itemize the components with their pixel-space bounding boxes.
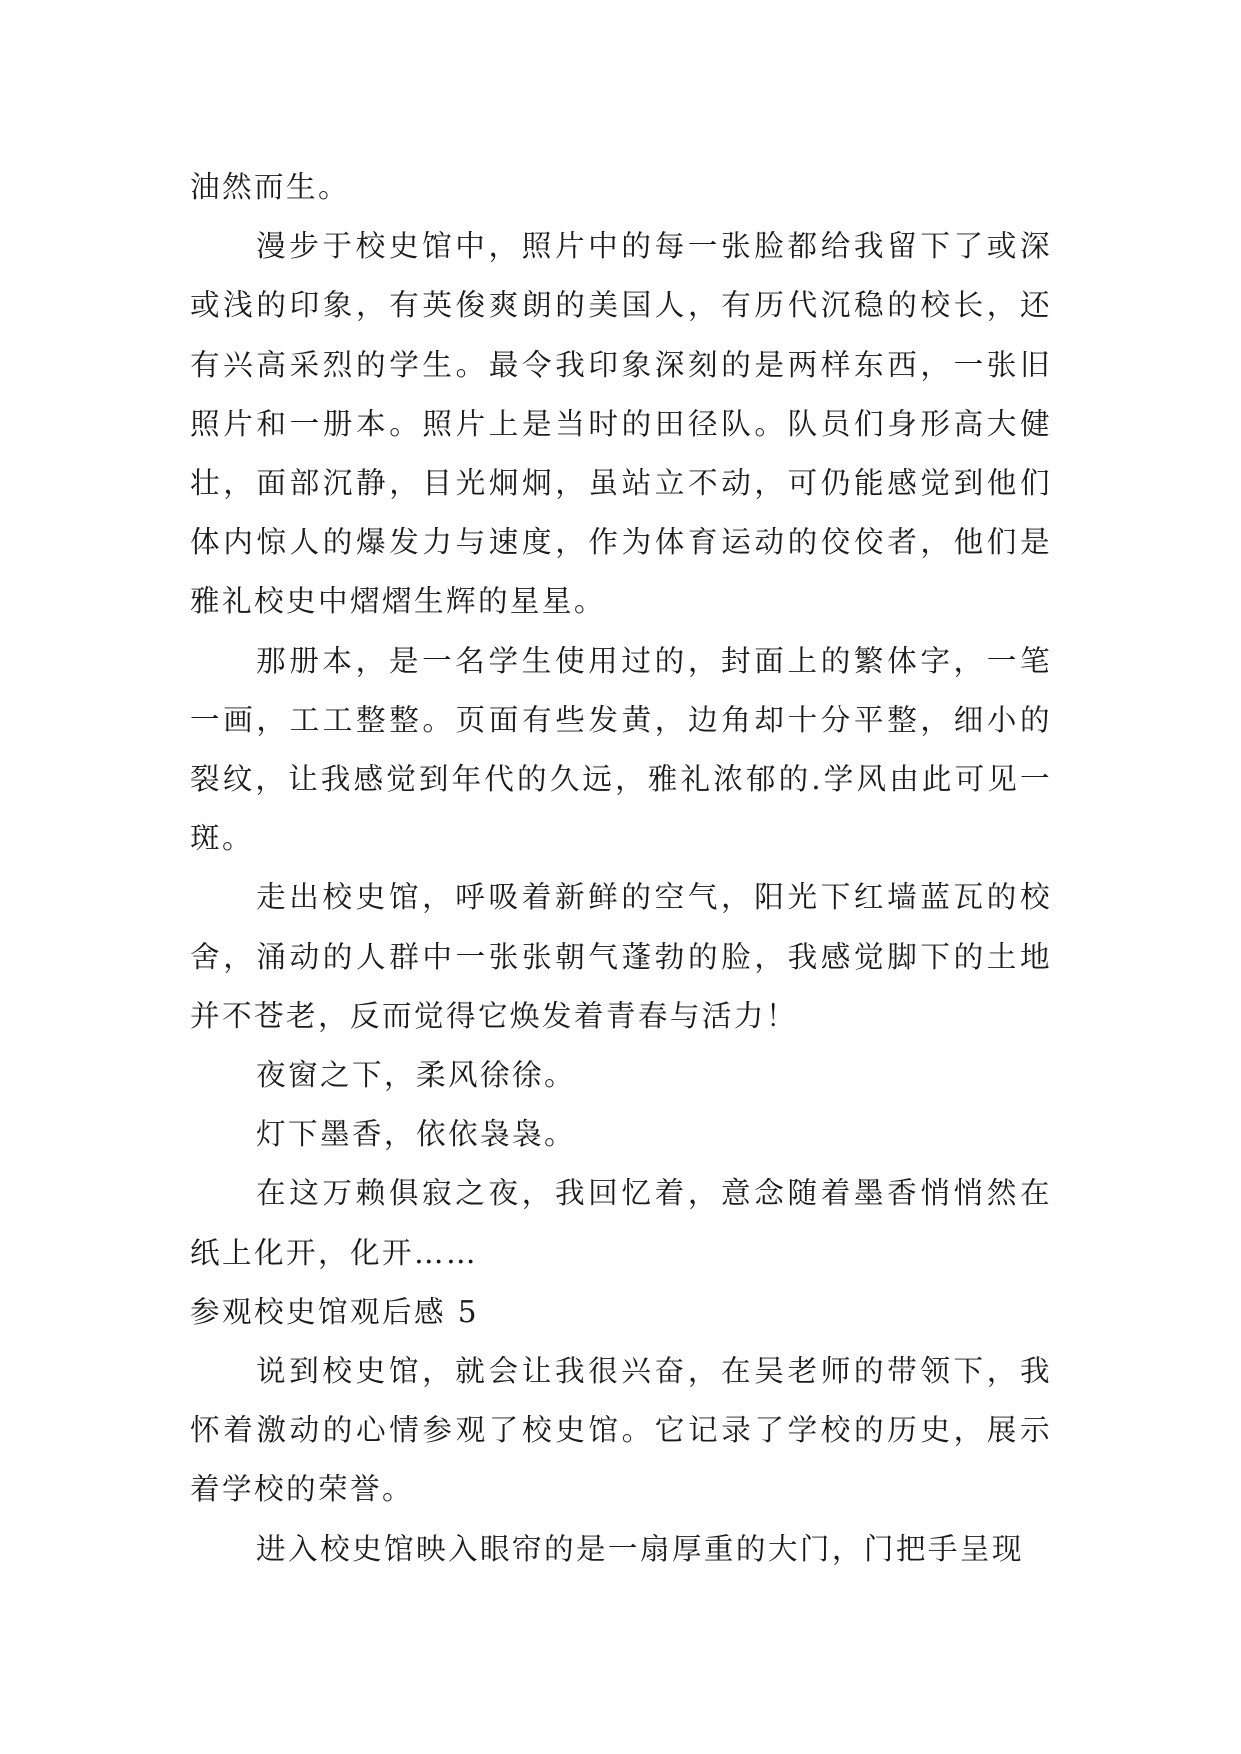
paragraph-4: 走出校史馆，呼吸着新鲜的空气，阳光下红墙蓝瓦的校舍，涌动的人群中一张张朝气蓬勃的脸，我感觉脚下的土地并不苍老，反而觉得它焕发着青春与活力！ [190, 880, 1052, 1033]
paragraph-5: 夜窗之下，柔风徐徐。 [256, 1058, 576, 1093]
paragraph-2: 漫步于校史馆中，照片中的每一张脸都给我留下了或深或浅的印象，有英俊爽朗的美国人，有历代沉稳的校长，还有兴高采烈的学生。最令我印象深刻的是两样东西，一张旧照片和一册本。照片上是当时的田径队。队员们身形高大健壮，面部沉静，目光炯炯，虽站立不动，可仍能感觉到他们体内惊人的爆发力与速度，作为体育运动的佼佼者，他们是雅礼校史中熠熠生辉的星星。 [190, 229, 1052, 619]
section-heading: 参观校史馆观后感 5 [190, 1294, 479, 1329]
paragraph-9: 进入校史馆映入眼帘的是一扇厚重的大门，门把手呈现 [256, 1531, 1024, 1566]
paragraph-7: 在这万赖俱寂之夜，我回忆着，意念随着墨香悄悄然在纸上化开，化开…… [190, 1176, 1052, 1270]
paragraph-8: 说到校史馆，就会让我很兴奋，在吴老师的带领下，我怀着激动的心情参观了校史馆。它记录了学校的历史，展示着学校的荣誉。 [190, 1354, 1052, 1507]
paragraph-6: 灯下墨香，依依袅袅。 [256, 1117, 576, 1152]
paragraph-3: 那册本，是一名学生使用过的，封面上的繁体字，一笔一画，工工整整。页面有些发黄，边角却十分平整，细小的裂纹，让我感觉到年代的久远，雅礼浓郁的.学风由此可见一斑。 [190, 643, 1052, 856]
paragraph-1: 油然而生。 [190, 170, 350, 204]
document-body [190, 158, 1052, 1579]
